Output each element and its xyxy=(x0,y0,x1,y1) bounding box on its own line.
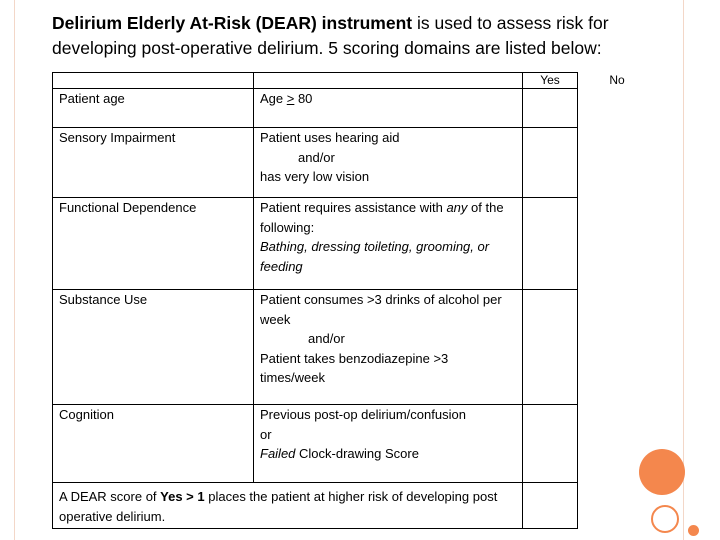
decorative-circle-ring xyxy=(651,505,679,533)
table-row xyxy=(53,128,578,198)
footnote-cell: A DEAR score of Yes > 1 places the patient at higher risk of developing post operative delirium. xyxy=(53,483,523,529)
table-footnote-row xyxy=(53,483,578,529)
slide-heading xyxy=(52,11,652,61)
table-row xyxy=(53,89,578,128)
domain-cell: Substance Use xyxy=(53,290,254,405)
yes-cell[interactable] xyxy=(523,89,578,128)
right-margin-line xyxy=(683,0,684,540)
domain-cell: Sensory Impairment xyxy=(53,128,254,198)
decorative-circle-small xyxy=(688,525,699,536)
header-blank-criteria xyxy=(254,73,523,89)
domain-cell: Functional Dependence xyxy=(53,198,254,290)
criteria-cell: Age > 80 xyxy=(254,89,523,128)
left-margin-line xyxy=(14,0,15,540)
table-row xyxy=(53,198,578,290)
yes-cell[interactable] xyxy=(523,405,578,483)
criteria-cell: Patient requires assistance with any of the following: Bathing, dressing toileting, grooming, or feeding xyxy=(254,198,523,290)
criteria-cell: Patient consumes >3 drinks of alcohol per week and/or Patient takes benzodiazepine >3 times/week xyxy=(254,290,523,405)
domain-cell: Cognition xyxy=(53,405,254,483)
heading-rest: is used to assess risk for developing post-operative delirium. 5 scoring domains are listed below: xyxy=(52,13,609,58)
decorative-circle-large xyxy=(639,449,685,495)
yes-cell[interactable] xyxy=(523,290,578,405)
heading-bold: Delirium Elderly At-Risk (DEAR) instrument xyxy=(52,13,413,33)
table-header-row xyxy=(53,73,578,89)
dear-table xyxy=(52,72,578,529)
criteria-cell: Previous post-op delirium/confusion or Failed Clock-drawing Score xyxy=(254,405,523,483)
table-row xyxy=(53,290,578,405)
yes-cell[interactable] xyxy=(523,483,578,529)
header-no: No xyxy=(609,73,625,87)
yes-cell[interactable] xyxy=(523,128,578,198)
header-blank-domain xyxy=(53,73,254,89)
criteria-cell: Patient uses hearing aid and/or has very low vision xyxy=(254,128,523,198)
table-row xyxy=(53,405,578,483)
header-yes: Yes xyxy=(523,73,578,89)
yes-cell[interactable] xyxy=(523,198,578,290)
domain-cell: Patient age xyxy=(53,89,254,128)
